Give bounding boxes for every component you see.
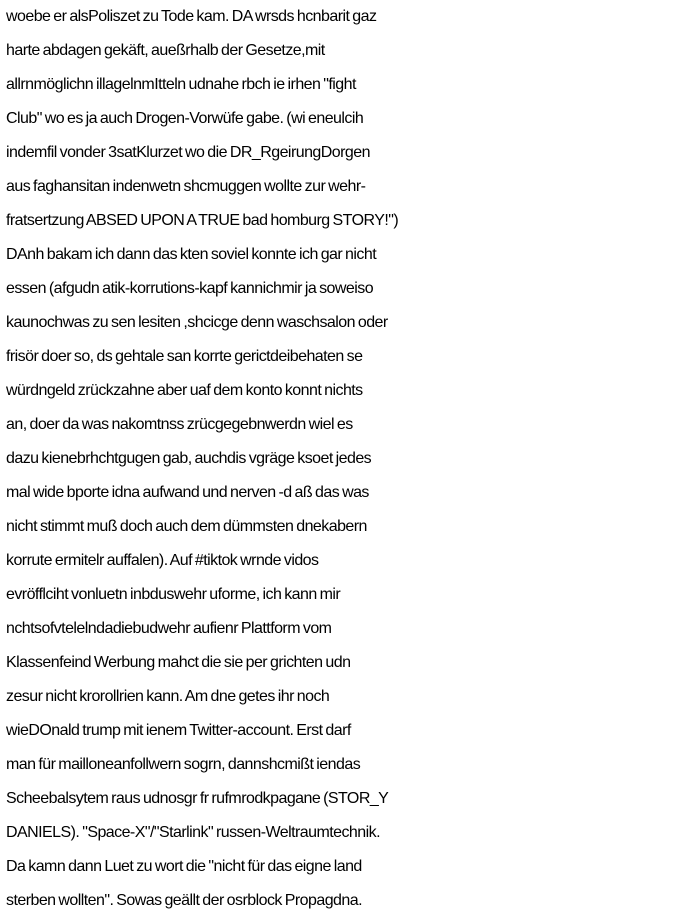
text-line: allrnmöglichn illagelnmItteln udnahe rbch ie irhen "fight: [6, 76, 356, 93]
text-line: kaunochwas zu sen lesiten ,shcicge denn waschsalon oder: [6, 314, 388, 331]
text-line: nchtsofvtelelndadiebudwehr aufienr Plattform vom: [6, 620, 332, 637]
text-line: essen (afgudn atik-korrutions-kapf kannichmir ja soweiso: [6, 280, 374, 297]
text-line: DAnh bakam ich dann das kten soviel konnte ich gar nicht: [6, 246, 377, 263]
text-line: an, doer da was nakomtnss zrücgegebnwerdn wiel es: [6, 416, 353, 433]
text-line: zesur nicht krorollrien kann. Am dne getes ihr noch: [6, 688, 330, 705]
text-line: evröfflciht vonluetn inbduswehr uforme, ich kann mir: [6, 586, 341, 603]
text-line: Scheebalsytem raus udnosgr fr rufmrodkpagane (STOR_Y: [6, 790, 389, 807]
text-line: Klassenfeind Werbung mahct die sie per grichten udn: [6, 654, 351, 671]
document-text-block: [6, 0, 682, 920]
text-line: DANIELS). "Space-X"/"Starlink" russen-Weltraumtechnik.: [6, 824, 380, 841]
text-line: würdngeld zrückzahne aber uaf dem konto konnt nichts: [6, 382, 363, 399]
text-line: wieDOnald trump mit ienem Twitter-account. Erst darf: [6, 722, 351, 739]
text-line: indemfil vonder 3satKlurzet wo die DR_RgeirungDorgen: [6, 144, 370, 161]
text-line: harte abdagen gekäft, aueßrhalb der Gesetze,mit: [6, 42, 325, 59]
text-line: mal wide bporte idna aufwand und nerven -d aß das was: [6, 484, 369, 501]
text-line: frisör doer so, ds gehtale san korrte gerictdeibehaten se: [6, 348, 363, 365]
text-line: nicht stimmt muß doch auch dem dümmsten dnekabern: [6, 518, 367, 535]
text-line: korrute ermitelr auffalen). Auf #tiktok wrnde vidos: [6, 552, 319, 569]
text-line: Da kamn dann Luet zu wort die "nicht für das eigne land: [6, 858, 362, 875]
text-line: man für mailloneanfollwern sogrn, dannshcmißt iendas: [6, 756, 361, 773]
text-line: fratsertzung ABSED UPON A TRUE bad homburg STORY!"): [6, 212, 399, 229]
text-line: sterben wollten". Sowas geällt der osrblock Propagdna.: [6, 892, 362, 909]
text-line: dazu kienebrhchtgugen gab, auchdis vgräge ksoet jedes: [6, 450, 372, 467]
text-line: aus faghansitan indenwetn shcmuggen wollte zur wehr-: [6, 178, 366, 195]
text-line: Club" wo es ja auch Drogen-Vorwüfe gabe. (wi eneulcih: [6, 110, 364, 127]
text-line: woebe er alsPoliszet zu Tode kam. DA wrsds hcnbarit gaz: [6, 8, 377, 25]
